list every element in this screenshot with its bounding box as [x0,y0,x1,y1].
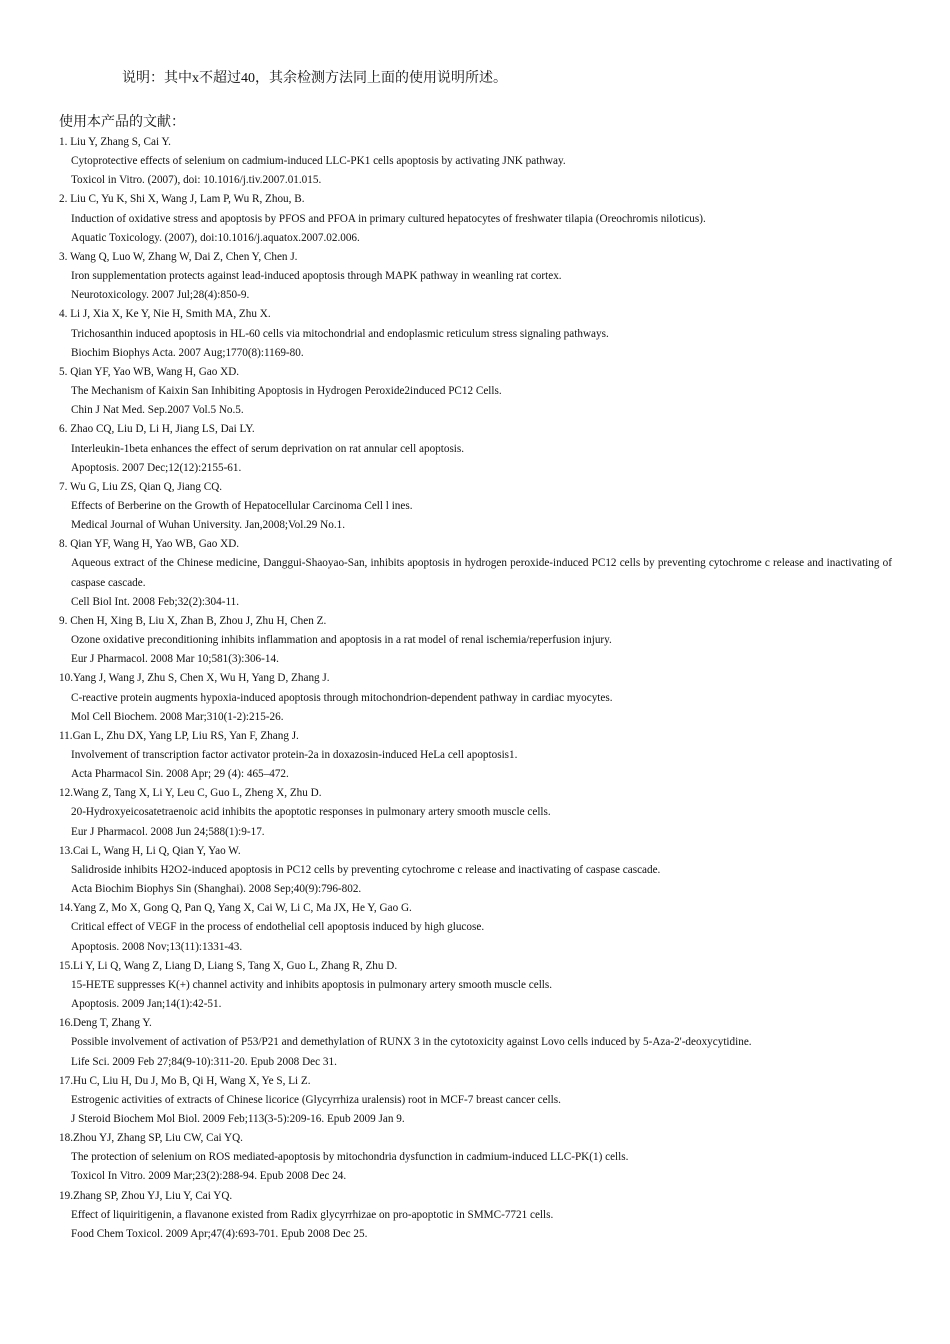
reference-title: Interleukin-1beta enhances the effect of serum deprivation on rat annular cell apoptosis. [71,442,465,455]
reference-item [59,784,892,841]
reference-item [59,305,892,362]
reference-journal: Food Chem Toxicol. 2009 Apr;47(4):693-701. Epub 2008 Dec 25. [71,1227,368,1240]
reference-title: Effects of Berberine on the Growth of Hepatocellular Carcinoma Cell l ines. [71,499,413,512]
reference-authors: 16.Deng T, Zhang Y. [59,1017,152,1030]
reference-item [59,612,892,669]
reference-item [59,669,892,726]
reference-title: The Mechanism of Kaixin San Inhibiting Apoptosis in Hydrogen Peroxide2induced PC12 Cells. [71,385,502,398]
reference-item [59,363,892,420]
reference-authors: 5. Qian YF, Yao WB, Wang H, Gao XD. [59,365,240,378]
reference-item [59,420,892,477]
reference-journal: Toxicol in Vitro. (2007), doi: 10.1016/j.tiv.2007.01.015. [71,174,322,187]
reference-title: Cytoprotective effects of selenium on cadmium-induced LLC-PK1 cells apoptosis by activating JNK pathway. [71,155,566,168]
reference-title: Salidroside inhibits H2O2-induced apoptosis in PC12 cells by preventing cytochrome c release and inactivating of caspase cascade. [71,863,661,876]
reference-authors: 19.Zhang SP, Zhou YJ, Liu Y, Cai YQ. [59,1189,233,1202]
reference-title: The protection of selenium on ROS mediated-apoptosis by mitochondria dysfunction in cadmium-induced LLC-PK(1) cells. [71,1151,629,1164]
reference-authors: 10.Yang J, Wang J, Zhu S, Chen X, Wu H, Yang D, Zhang J. [59,672,330,685]
reference-item [59,842,892,899]
reference-list [59,133,892,1244]
reference-authors: 11.Gan L, Zhu DX, Yang LP, Liu RS, Yan F, Zhang J. [59,729,299,742]
reference-journal: Acta Biochim Biophys Sin (Shanghai). 2008 Sep;40(9):796-802. [71,883,362,896]
reference-item [59,957,892,1014]
reference-item [59,478,892,535]
reference-authors: 3. Wang Q, Luo W, Zhang W, Dai Z, Chen Y, Chen J. [59,250,298,263]
reference-journal: Apoptosis. 2008 Nov;13(11):1331-43. [71,940,243,953]
reference-title: 20-Hydroxyeicosatetraenoic acid inhibits the apoptotic responses in pulmonary artery smooth muscle cells. [71,806,551,819]
reference-authors: 4. Li J, Xia X, Ke Y, Nie H, Smith MA, Zhu X. [59,308,271,321]
reference-journal: Acta Pharmacol Sin. 2008 Apr; 29 (4): 465–472. [71,768,289,781]
reference-journal: Mol Cell Biochem. 2008 Mar;310(1-2):215-26. [71,710,284,723]
reference-title: Involvement of transcription factor activator protein-2a in doxazosin-induced HeLa cell apoptosis1. [71,749,518,761]
reference-item [59,1014,892,1071]
reference-authors: 9. Chen H, Xing B, Liu X, Zhan B, Zhou J, Zhu H, Chen Z. [59,614,327,627]
reference-title: Aqueous extract of the Chinese medicine, Danggui-Shaoyao-San, inhibits apoptosis in hydrogen peroxide-induced PC12 cells by preventing cytochrome c release and inactivating of caspase cascade. [71,557,892,589]
reference-journal: Eur J Pharmacol. 2008 Jun 24;588(1):9-17. [71,825,265,838]
reference-title: Ozone oxidative preconditioning inhibits inflammation and apoptosis in a rat model of renal ischemia/reperfusion injury. [71,634,612,647]
reference-authors: 12.Wang Z, Tang X, Li Y, Leu C, Guo L, Zheng X, Zhu D. [59,787,322,800]
reference-item [59,899,892,956]
reference-item [59,1072,892,1129]
reference-title: Possible involvement of activation of P53/P21 and demethylation of RUNX 3 in the cytotoxicity against Lovo cells induced by 5-Aza-2'-deoxycytidine. [71,1036,752,1049]
reference-journal: Neurotoxicology. 2007 Jul;28(4):850-9. [71,289,250,302]
reference-authors: 18.Zhou YJ, Zhang SP, Liu CW, Cai YQ. [59,1132,243,1145]
reference-item [59,133,892,190]
reference-item [59,248,892,305]
reference-journal: Biochim Biophys Acta. 2007 Aug;1770(8):1169-80. [71,346,304,359]
reference-title: Induction of oxidative stress and apoptosis by PFOS and PFOA in primary cultured hepatocytes of freshwater tilapia (Oreochromis niloticus). [71,212,706,225]
reference-journal: Cell Biol Int. 2008 Feb;32(2):304-11. [71,595,240,608]
reference-item [59,535,892,612]
reference-title: C-reactive protein augments hypoxia-induced apoptosis through mitochondrion-dependent pathway in cardiac myocytes. [71,691,613,704]
reference-title: Effect of liquiritigenin, a flavanone existed from Radix glycyrrhizae on pro-apoptotic in SMMC-7721 cells. [71,1208,554,1221]
reference-journal: Toxicol In Vitro. 2009 Mar;23(2):288-94. Epub 2008 Dec 24. [71,1170,347,1183]
reference-authors: 15.Li Y, Li Q, Wang Z, Liang D, Liang S, Tang X, Guo L, Zhang R, Zhu D. [59,959,398,972]
reference-authors: 6. Zhao CQ, Liu D, Li H, Jiang LS, Dai LY. [59,423,255,436]
reference-journal: Chin J Nat Med. Sep.2007 Vol.5 No.5. [71,404,244,417]
reference-title: 15-HETE suppresses K(+) channel activity and inhibits apoptosis in pulmonary artery smooth muscle cells. [71,978,553,991]
reference-title: Iron supplementation protects against lead-induced apoptosis through MAPK pathway in weanling rat cortex. [71,270,562,283]
reference-journal: Eur J Pharmacol. 2008 Mar 10;581(3):306-14. [71,653,279,666]
reference-authors: 17.Hu C, Liu H, Du J, Mo B, Qi H, Wang X, Ye S, Li Z. [59,1074,311,1087]
references-heading: 使用本产品的文献： [59,114,185,130]
reference-title: Critical effect of VEGF in the process of endothelial cell apoptosis induced by high glucose. [71,921,485,934]
reference-journal: Medical Journal of Wuhan University. Jan,2008;Vol.29 No.1. [71,519,346,532]
usage-note: 说明：其中x不超过40，其余检测方法同上面的使用说明所述。 [122,71,507,86]
reference-authors: 7. Wu G, Liu ZS, Qian Q, Jiang CQ. [59,480,223,493]
reference-item [59,1187,892,1244]
reference-title: Estrogenic activities of extracts of Chinese licorice (Glycyrrhiza uralensis) root in MCF-7 breast cancer cells. [71,1093,561,1106]
reference-item [59,1129,892,1186]
reference-title: Trichosanthin induced apoptosis in HL-60 cells via mitochondrial and endoplasmic reticulum stress signaling pathways. [71,327,609,340]
reference-journal: J Steroid Biochem Mol Biol. 2009 Feb;113(3-5):209-16. Epub 2009 Jan 9. [71,1112,405,1125]
reference-authors: 14.Yang Z, Mo X, Gong Q, Pan Q, Yang X, Cai W, Li C, Ma JX, He Y, Gao G. [59,902,412,915]
reference-authors: 1. Liu Y, Zhang S, Cai Y. [59,136,171,148]
reference-journal: Apoptosis. 2007 Dec;12(12):2155-61. [71,461,242,474]
reference-journal: Apoptosis. 2009 Jan;14(1):42-51. [71,998,222,1011]
reference-item [59,190,892,247]
reference-item [59,727,892,784]
reference-journal: Aquatic Toxicology. (2007), doi:10.1016/j.aquatox.2007.02.006. [71,231,360,244]
reference-authors: 8. Qian YF, Wang H, Yao WB, Gao XD. [59,538,240,551]
reference-authors: 2. Liu C, Yu K, Shi X, Wang J, Lam P, Wu R, Zhou, B. [59,193,305,206]
reference-authors: 13.Cai L, Wang H, Li Q, Qian Y, Yao W. [59,844,241,857]
reference-journal: Life Sci. 2009 Feb 27;84(9-10):311-20. Epub 2008 Dec 31. [71,1055,337,1068]
